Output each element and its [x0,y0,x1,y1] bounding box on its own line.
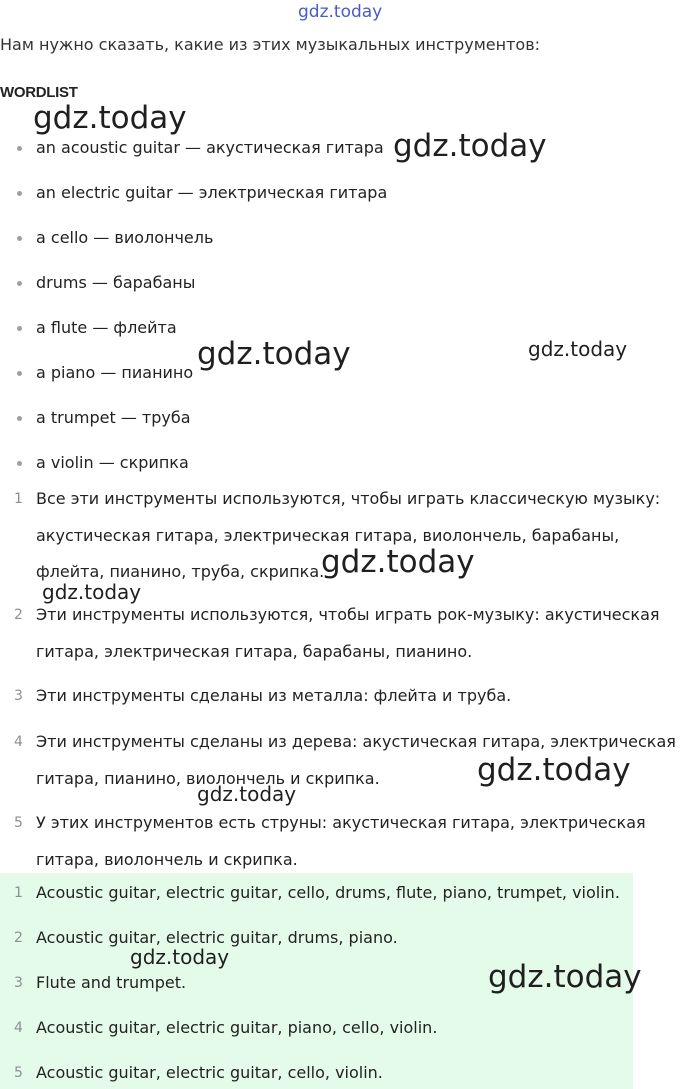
answer-text: Acoustic guitar, electric guitar, drums, piano. [36,928,398,947]
watermark: gdz.today [298,2,383,22]
bullet-icon [17,146,22,151]
watermark: gdz.today [197,782,297,806]
explanation-text: Эти инструменты сделаны из дерева: акустическая гитара, электрическая гитара, пианино, виолончель и скрипка. [36,732,676,788]
explanation-text: У этих инструментов есть струны: акустическая гитара, электрическая гитара, виолончель и скрипка. [36,813,646,869]
explanation-number: 1 [14,491,23,507]
answer-text: Acoustic guitar, electric guitar, cello, drums, flute, piano, trumpet, violin. [36,883,620,902]
watermark: gdz.today [477,752,631,788]
answer-number: 5 [14,1065,23,1081]
answer-number: 1 [14,885,23,901]
explanation-number: 3 [14,688,23,704]
explanation-text: Эти инструменты используются, чтобы играть рок-музыку: акустическая гитара, электрическая гитара, барабаны, пианино. [36,605,660,661]
watermark: gdz.today [488,959,642,995]
watermark: gdz.today [528,337,628,361]
wordlist-item-text: a violin — скрипка [36,453,189,472]
wordlist-item-text: a trumpet — труба [36,408,191,427]
wordlist-item-text: a flute — флейта [36,318,177,337]
explanation-text: Все эти инструменты используются, чтобы играть классическую музыку: акустическая гитара, электрическая гитара, виолончель, барабаны, флейта, пианино, труба, скрипка. [36,489,661,581]
wordlist-item-text: a cello — виолончель [36,228,214,247]
explanation-number: 2 [14,607,23,623]
watermark: gdz.today [33,100,187,136]
answer-text: Acoustic guitar, electric guitar, cello, violin. [36,1063,383,1082]
wordlist-item-text: drums — барабаны [36,273,196,292]
explanation-number: 4 [14,734,23,750]
answer-number: 3 [14,975,23,991]
bullet-icon [17,371,22,376]
explanation-item [0,604,680,664]
bullet-icon [17,281,22,286]
watermark: gdz.today [42,580,142,604]
bullet-icon [17,326,22,331]
bullet-icon [17,236,22,241]
watermark: gdz.today [197,336,351,372]
answer-number: 2 [14,930,23,946]
answer-text: Flute and trumpet. [36,973,187,992]
explanation-item [0,812,680,872]
explanation-number: 5 [14,815,23,831]
bullet-icon [17,191,22,196]
watermark: gdz.today [393,128,547,164]
explanation-item [0,685,680,709]
wordlist-item-text: an acoustic guitar — акустическая гитара [36,138,384,157]
answer-number: 4 [14,1020,23,1036]
bullet-icon [17,461,22,466]
watermark: gdz.today [321,544,475,580]
intro-text: Нам нужно сказать, какие из этих музыкальных инструментов: [0,35,541,54]
wordlist-heading: WORDLIST [0,84,78,101]
wordlist-item-text: an electric guitar — электрическая гитара [36,183,388,202]
watermark: gdz.today [130,945,230,969]
explanation-text: Эти инструменты сделаны из металла: флейта и труба. [36,686,512,705]
bullet-icon [17,416,22,421]
answer-text: Acoustic guitar, electric guitar, piano, cello, violin. [36,1018,438,1037]
wordlist-item-text: a piano — пианино [36,363,194,382]
